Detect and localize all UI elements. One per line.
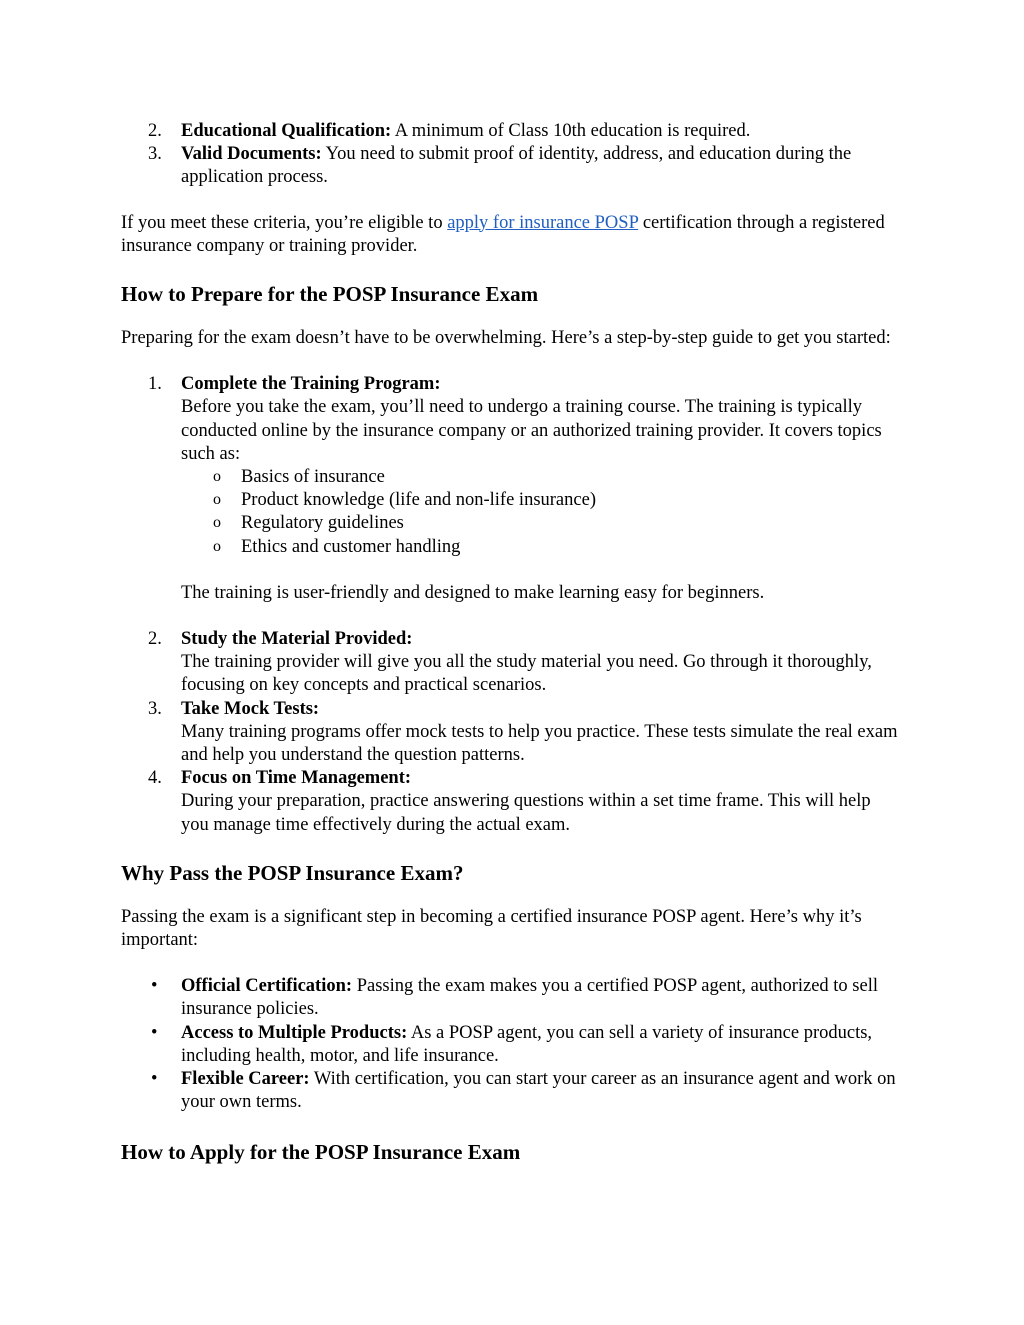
circle-bullet-icon: o — [213, 537, 221, 555]
item-text: You need to submit proof of identity, address, and education during the application process. — [181, 144, 852, 188]
circle-bullet-icon: o — [213, 514, 221, 532]
item-label: Valid Documents: — [181, 144, 322, 165]
list-number: 3. — [148, 144, 162, 165]
sublist-text: Regulatory guidelines — [241, 513, 404, 534]
step-title: Complete the Training Program: — [181, 374, 441, 395]
list-number: 4. — [148, 768, 162, 789]
list-number: 1. — [148, 374, 162, 395]
step-title: Study the Material Provided: — [181, 629, 413, 650]
section-heading-apply: How to Apply for the POSP Insurance Exam — [121, 1139, 521, 1164]
circle-bullet-icon: o — [213, 491, 221, 509]
step-title: Focus on Time Management: — [181, 768, 412, 789]
prepare-intro: Preparing for the exam doesn’t have to be overwhelming. Here’s a step-by-step guide to get you started: — [121, 328, 891, 349]
sublist-text: Ethics and customer handling — [241, 536, 461, 557]
step-body: The training provider will give you all the study material you need. Go through it thoroughly, focusing on key concepts and practical scenarios. — [181, 652, 872, 696]
bullet-icon: • — [151, 1022, 158, 1043]
list-number: 2. — [148, 629, 162, 650]
sublist-item — [181, 512, 901, 535]
item-label: Official Certification: — [181, 976, 353, 997]
bullet-item — [121, 1022, 901, 1068]
why-intro: Passing the exam is a significant step in becoming a certified insurance POSP agent. Here’s why it’s important: — [121, 906, 862, 951]
eligibility-paragraph — [121, 212, 901, 258]
bullet-item — [121, 1068, 901, 1114]
sublist-text: Basics of insurance — [241, 467, 385, 488]
bullet-icon: • — [151, 976, 158, 997]
item-label: Access to Multiple Products: — [181, 1022, 408, 1043]
item-text: Passing the exam makes you a certified POSP agent, authorized to sell insurance policies. — [181, 976, 878, 1020]
step-body: Before you take the exam, you’ll need to undergo a training course. The training is typically conducted online by the insurance company or an authorized training provider. It covers topics such as: — [181, 397, 882, 464]
paragraph-text: certification through a registered insurance company or training provider. — [121, 212, 885, 256]
item-label: Educational Qualification: — [181, 121, 392, 141]
section-heading-why: Why Pass the POSP Insurance Exam? — [121, 860, 464, 885]
document-page — [121, 120, 901, 1165]
sublist-text: Product knowledge (life and non-life insurance) — [241, 490, 596, 511]
step-title: Take Mock Tests: — [181, 698, 320, 719]
sublist-item — [181, 489, 901, 512]
item-label: Flexible Career: — [181, 1069, 310, 1090]
circle-bullet-icon: o — [213, 468, 221, 486]
list-item — [121, 143, 901, 189]
apply-posp-link[interactable]: apply for insurance POSP — [447, 212, 639, 233]
list-item — [121, 373, 901, 605]
why-bullet-list — [121, 975, 901, 1114]
sublist-item — [181, 536, 901, 559]
prepare-steps-list — [121, 373, 901, 837]
sublist-item — [181, 466, 901, 489]
section-heading-prepare: How to Prepare for the POSP Insurance Exam — [121, 282, 539, 307]
list-item — [121, 767, 901, 837]
eligibility-list — [121, 120, 901, 190]
step-note: The training is user-friendly and designed to make learning easy for beginners. — [181, 582, 765, 603]
step-body: Many training programs offer mock tests to help you practice. These tests simulate the real exam and help you understand the question patterns. — [181, 721, 898, 766]
list-item — [121, 120, 901, 143]
topics-sublist — [181, 466, 901, 559]
list-item — [121, 628, 901, 698]
item-text: As a POSP agent, you can sell a variety of insurance products, including health, motor, and life insurance. — [181, 1022, 873, 1066]
list-number: 2. — [148, 121, 162, 141]
step-body: During your preparation, practice answering questions within a set time frame. This will help you manage time effectively during the actual exam. — [181, 791, 871, 835]
paragraph-text: If you meet these criteria, you’re eligible to — [121, 212, 448, 233]
item-text: A minimum of Class 10th education is required. — [391, 121, 751, 141]
item-text: With certification, you can start your career as an insurance agent and work on your own terms. — [181, 1069, 896, 1113]
list-number: 3. — [148, 698, 162, 719]
bullet-item — [121, 975, 901, 1021]
list-item — [121, 698, 901, 768]
bullet-icon: • — [151, 1069, 158, 1090]
